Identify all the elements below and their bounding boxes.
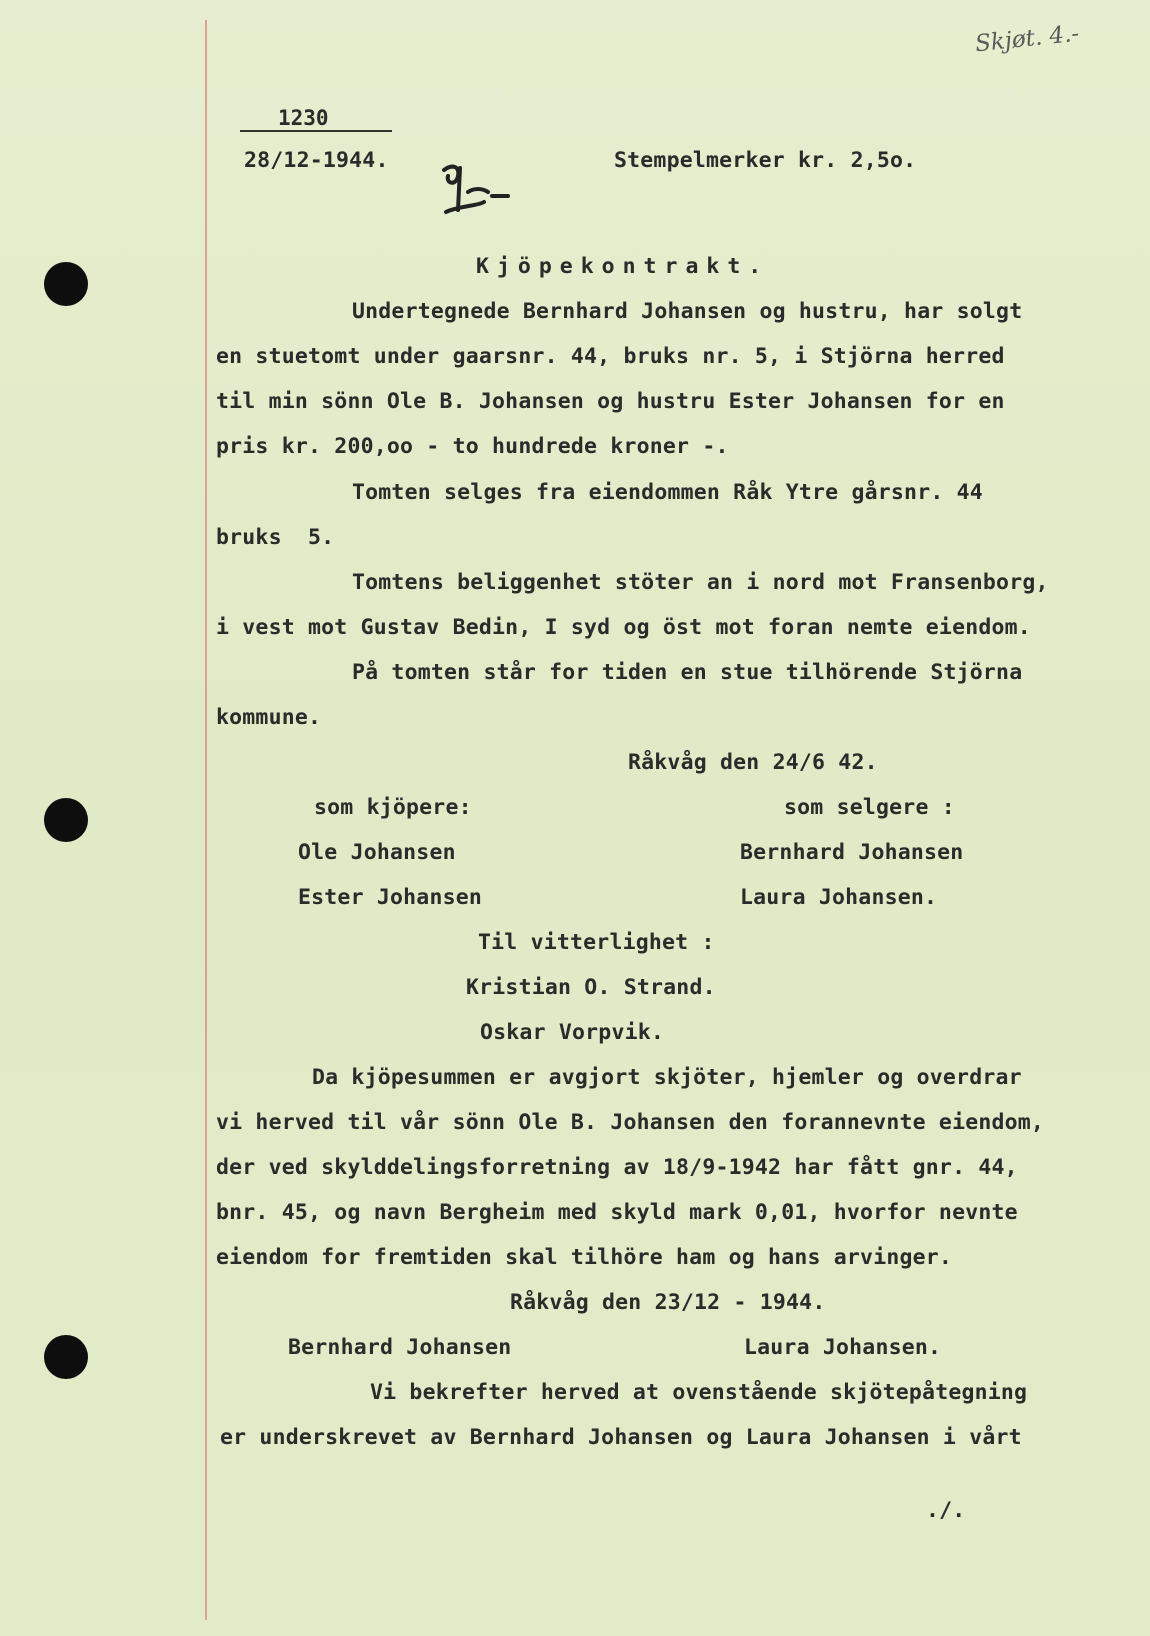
buyer-name: Ole Johansen xyxy=(298,840,456,865)
buyer-name: Ester Johansen xyxy=(298,885,483,910)
witness-label: Til vitterlighet : xyxy=(478,930,715,955)
reference-number: 1230 xyxy=(278,106,329,130)
signature-name: Laura Johansen. xyxy=(744,1335,942,1360)
signature-name: Bernhard Johansen xyxy=(288,1335,512,1360)
body-line: Vi bekrefter herved at ovenstående skjötepåtegning xyxy=(370,1380,1028,1405)
body-line: er underskrevet av Bernhard Johansen og Laura Johansen i vårt xyxy=(220,1425,1022,1450)
continuation-mark: ./. xyxy=(926,1498,966,1523)
body-line: bnr. 45, og navn Bergheim med skyld mark 0,01, hvorfor nevnte xyxy=(216,1200,1018,1225)
body-line: i vest mot Gustav Bedin, I syd og öst mot foran nemte eiendom. xyxy=(216,615,1031,640)
seller-name: Laura Johansen. xyxy=(740,885,938,910)
body-line: Tomten selges fra eiendommen Råk Ytre gårsnr. 44 xyxy=(352,480,983,505)
stamp-note: Stempelmerker kr. 2,5o. xyxy=(614,148,917,173)
buyers-label: som kjöpere: xyxy=(314,795,472,820)
place-date: Råkvåg den 24/6 42. xyxy=(628,750,878,775)
body-line: Undertegnede Bernhard Johansen og hustru, har solgt xyxy=(352,299,1023,324)
sellers-label: som selgere : xyxy=(784,795,955,820)
punch-hole xyxy=(44,1335,88,1379)
punch-hole xyxy=(44,798,88,842)
body-line: kommune. xyxy=(216,705,322,730)
punch-hole xyxy=(44,262,88,306)
body-line: til min sönn Ole B. Johansen og hustru Ester Johansen for en xyxy=(216,389,1005,414)
body-line: vi herved til vår sönn Ole B. Johansen den forannevnte eiendom, xyxy=(216,1110,1045,1135)
corner-handwritten-note: Skjøt. 4.- xyxy=(973,20,1081,58)
body-line: pris kr. 200,oo - to hundrede kroner -. xyxy=(216,434,729,459)
reference-underline xyxy=(240,130,392,132)
witness-name: Kristian O. Strand. xyxy=(466,975,716,1000)
margin-line xyxy=(205,20,207,1620)
witness-name: Oskar Vorpvik. xyxy=(480,1020,665,1045)
handwritten-initials xyxy=(438,162,518,222)
body-line: eiendom for fremtiden skal tilhöre ham og hans arvinger. xyxy=(216,1245,953,1270)
seller-name: Bernhard Johansen xyxy=(740,840,964,865)
body-line: Tomtens beliggenhet stöter an i nord mot Fransenborg, xyxy=(352,570,1049,595)
document-title: Kjöpekontrakt. xyxy=(476,254,770,279)
body-line: På tomten står for tiden en stue tilhörende Stjörna xyxy=(352,660,1023,685)
document-date: 28/12-1944. xyxy=(244,148,389,173)
body-line: bruks 5. xyxy=(216,525,335,550)
place-date: Råkvåg den 23/12 - 1944. xyxy=(510,1290,826,1315)
body-line: der ved skylddelingsforretning av 18/9-1942 har fått gnr. 44, xyxy=(216,1155,1018,1180)
body-line: Da kjöpesummen er avgjort skjöter, hjemler og overdrar xyxy=(312,1065,1022,1090)
body-line: en stuetomt under gaarsnr. 44, bruks nr. 5, i Stjörna herred xyxy=(216,344,1005,369)
